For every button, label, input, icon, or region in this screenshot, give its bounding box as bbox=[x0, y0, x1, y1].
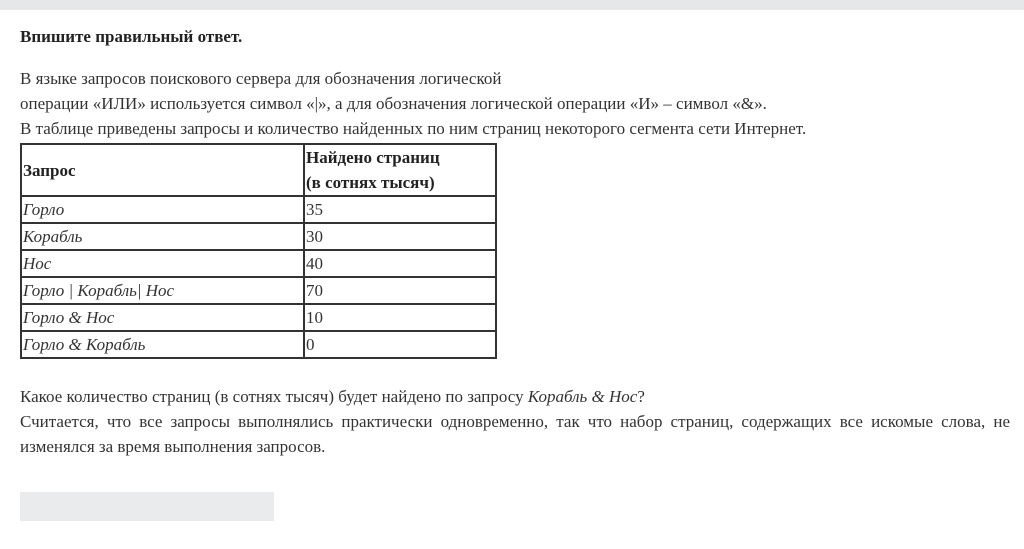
query-cell: Горло bbox=[21, 196, 304, 223]
top-bar bbox=[0, 0, 1024, 10]
query-cell: Горло | Корабль| Нос bbox=[21, 277, 304, 304]
intro-line-3: В таблице приведены запросы и количество найденных по ним страниц некоторого сегмента сети Интернет. bbox=[20, 119, 807, 138]
question-text bbox=[20, 384, 1010, 409]
query-cell: Горло & Нос bbox=[21, 304, 304, 331]
count-cell: 30 bbox=[304, 223, 496, 250]
question-prefix: Какое количество страниц (в сотнях тысяч) будет найдено по запросу bbox=[20, 387, 528, 406]
intro-line-2: операции «ИЛИ» используется символ «|», а для обозначения логической операции «И» – символ «&». bbox=[20, 94, 767, 113]
answer-input[interactable] bbox=[20, 492, 274, 521]
table-row bbox=[21, 196, 496, 223]
query-cell: Горло & Корабль bbox=[21, 331, 304, 358]
table-header-row bbox=[21, 144, 496, 196]
table-row bbox=[21, 223, 496, 250]
header-found-line-1: Найдено страниц bbox=[306, 148, 440, 167]
task-content bbox=[20, 26, 1010, 459]
note-text: Считается, что все запросы выполнялись практически одновременно, так что набор страниц, содержащих все искомые слова, не изменялся за время выполнения запросов. bbox=[20, 412, 1010, 456]
header-query: Запрос bbox=[21, 144, 304, 196]
count-cell: 40 bbox=[304, 250, 496, 277]
table-row bbox=[21, 250, 496, 277]
count-cell: 70 bbox=[304, 277, 496, 304]
intro-line-1: В языке запросов поискового сервера для обозначения логической bbox=[20, 69, 502, 88]
table-row bbox=[21, 331, 496, 358]
table-row bbox=[21, 304, 496, 331]
table-row bbox=[21, 277, 496, 304]
count-cell: 35 bbox=[304, 196, 496, 223]
query-cell: Нос bbox=[21, 250, 304, 277]
header-found-line-2: (в сотнях тысяч) bbox=[306, 173, 435, 192]
count-cell: 0 bbox=[304, 331, 496, 358]
question-suffix: ? bbox=[637, 387, 645, 406]
count-cell: 10 bbox=[304, 304, 496, 331]
task-instruction: Впишите правильный ответ. bbox=[20, 27, 243, 46]
header-found bbox=[304, 144, 496, 196]
queries-table bbox=[20, 143, 497, 359]
query-cell: Корабль bbox=[21, 223, 304, 250]
question-query: Корабль & Нос bbox=[527, 387, 638, 406]
